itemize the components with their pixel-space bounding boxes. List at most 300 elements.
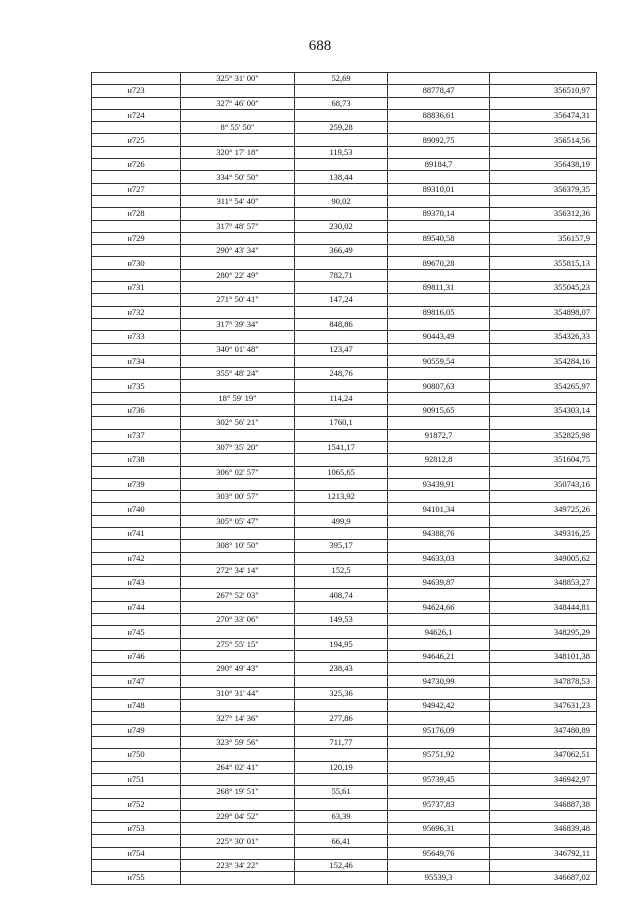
coordinate-x: 94626,1 xyxy=(388,626,490,638)
segment-length: 248,76 xyxy=(295,368,388,380)
empty-cell xyxy=(388,564,490,576)
empty-cell xyxy=(490,687,597,699)
coordinate-x: 89811,31 xyxy=(388,282,490,294)
coordinate-y: 354265,97 xyxy=(490,380,597,392)
point-row xyxy=(92,798,597,810)
empty-cell xyxy=(295,282,388,294)
point-row xyxy=(92,700,597,712)
point-row xyxy=(92,183,597,195)
empty-cell xyxy=(388,786,490,798)
coordinate-y: 348444,81 xyxy=(490,601,597,613)
empty-cell xyxy=(388,687,490,699)
empty-cell xyxy=(388,269,490,281)
empty-cell xyxy=(92,638,181,650)
empty-cell xyxy=(490,810,597,822)
empty-cell xyxy=(490,269,597,281)
direction-angle: 327° 46' 00" xyxy=(181,97,295,109)
empty-cell xyxy=(181,650,295,662)
coordinate-y: 356438,19 xyxy=(490,159,597,171)
empty-cell xyxy=(181,282,295,294)
empty-cell xyxy=(181,232,295,244)
direction-angle: 327° 14' 36" xyxy=(181,712,295,724)
empty-cell xyxy=(490,835,597,847)
empty-cell xyxy=(295,85,388,97)
empty-cell xyxy=(490,318,597,330)
segment-row xyxy=(92,638,597,650)
coordinate-x: 94101,34 xyxy=(388,503,490,515)
segment-length: 782,71 xyxy=(295,269,388,281)
empty-cell xyxy=(490,712,597,724)
coordinate-y: 356514,56 xyxy=(490,134,597,146)
direction-angle: 355° 48' 24" xyxy=(181,368,295,380)
empty-cell xyxy=(295,823,388,835)
point-name: н737 xyxy=(92,429,181,441)
segment-row xyxy=(92,171,597,183)
direction-angle: 280° 22' 49" xyxy=(181,269,295,281)
point-name: н755 xyxy=(92,872,181,884)
empty-cell xyxy=(490,146,597,158)
empty-cell xyxy=(388,540,490,552)
point-row xyxy=(92,527,597,539)
point-row xyxy=(92,429,597,441)
empty-cell xyxy=(181,749,295,761)
empty-cell xyxy=(92,835,181,847)
empty-cell xyxy=(388,245,490,257)
segment-length: 408,74 xyxy=(295,589,388,601)
segment-row xyxy=(92,269,597,281)
empty-cell xyxy=(388,318,490,330)
segment-length: 1065,65 xyxy=(295,466,388,478)
empty-cell xyxy=(181,208,295,220)
direction-angle: 272° 34' 14" xyxy=(181,564,295,576)
empty-cell xyxy=(490,392,597,404)
segment-row xyxy=(92,663,597,675)
empty-cell xyxy=(295,675,388,687)
coordinate-y: 346687,02 xyxy=(490,872,597,884)
coordinate-x: 95751,92 xyxy=(388,749,490,761)
empty-cell xyxy=(295,355,388,367)
segment-length: 1213,92 xyxy=(295,491,388,503)
empty-cell xyxy=(490,761,597,773)
point-name: н729 xyxy=(92,232,181,244)
empty-cell xyxy=(92,73,181,85)
coordinate-x: 90915,65 xyxy=(388,405,490,417)
point-name: н745 xyxy=(92,626,181,638)
empty-cell xyxy=(181,823,295,835)
coordinate-y: 346942,97 xyxy=(490,773,597,785)
empty-cell xyxy=(181,773,295,785)
direction-angle: 325° 31' 00" xyxy=(181,73,295,85)
segment-length: 152,46 xyxy=(295,860,388,872)
empty-cell xyxy=(388,515,490,527)
coordinate-y: 355815,13 xyxy=(490,257,597,269)
coordinate-y: 348853,27 xyxy=(490,577,597,589)
empty-cell xyxy=(295,700,388,712)
direction-angle: 308° 10' 50" xyxy=(181,540,295,552)
point-name: н736 xyxy=(92,405,181,417)
empty-cell xyxy=(388,195,490,207)
empty-cell xyxy=(181,478,295,490)
point-row xyxy=(92,601,597,613)
empty-cell xyxy=(295,109,388,121)
empty-cell xyxy=(181,183,295,195)
coordinate-x: 90559,54 xyxy=(388,355,490,367)
segment-row xyxy=(92,687,597,699)
coordinate-x: 89370,14 xyxy=(388,208,490,220)
segment-length: 259,28 xyxy=(295,122,388,134)
direction-angle: 340° 01' 48" xyxy=(181,343,295,355)
empty-cell xyxy=(181,380,295,392)
empty-cell xyxy=(490,737,597,749)
segment-length: 63,39 xyxy=(295,810,388,822)
point-row xyxy=(92,773,597,785)
empty-cell xyxy=(295,847,388,859)
segment-row xyxy=(92,97,597,109)
point-row xyxy=(92,282,597,294)
coordinate-x: 93439,91 xyxy=(388,478,490,490)
segment-row xyxy=(92,515,597,527)
empty-cell xyxy=(490,589,597,601)
direction-angle: 334° 50' 50" xyxy=(181,171,295,183)
direction-angle: 223° 34' 22" xyxy=(181,860,295,872)
point-row xyxy=(92,552,597,564)
segment-row xyxy=(92,786,597,798)
coordinate-y: 352825,98 xyxy=(490,429,597,441)
point-row xyxy=(92,823,597,835)
coordinate-y: 354326,33 xyxy=(490,331,597,343)
empty-cell xyxy=(181,626,295,638)
empty-cell xyxy=(92,466,181,478)
direction-angle: 290° 49' 43" xyxy=(181,663,295,675)
point-name: н733 xyxy=(92,331,181,343)
coordinate-x: 88836,61 xyxy=(388,109,490,121)
empty-cell xyxy=(388,638,490,650)
empty-cell xyxy=(92,589,181,601)
empty-cell xyxy=(92,491,181,503)
segment-row xyxy=(92,368,597,380)
empty-cell xyxy=(92,712,181,724)
direction-angle: 271° 50' 41" xyxy=(181,294,295,306)
point-name: н735 xyxy=(92,380,181,392)
coordinate-x: 95696,31 xyxy=(388,823,490,835)
point-name: н723 xyxy=(92,85,181,97)
empty-cell xyxy=(295,454,388,466)
empty-cell xyxy=(181,454,295,466)
point-row xyxy=(92,749,597,761)
coordinate-y: 347062,51 xyxy=(490,749,597,761)
empty-cell xyxy=(92,614,181,626)
empty-cell xyxy=(92,860,181,872)
coordinate-x: 94646,21 xyxy=(388,650,490,662)
point-row xyxy=(92,675,597,687)
point-row xyxy=(92,85,597,97)
segment-row xyxy=(92,761,597,773)
coordinate-x: 90807,63 xyxy=(388,380,490,392)
coordinate-y: 354303,14 xyxy=(490,405,597,417)
point-row xyxy=(92,478,597,490)
empty-cell xyxy=(295,405,388,417)
empty-cell xyxy=(181,405,295,417)
direction-angle: 8° 55' 50" xyxy=(181,122,295,134)
empty-cell xyxy=(388,663,490,675)
direction-angle: 270° 33' 06" xyxy=(181,614,295,626)
point-row xyxy=(92,577,597,589)
segment-row xyxy=(92,220,597,232)
empty-cell xyxy=(295,601,388,613)
segment-row xyxy=(92,343,597,355)
empty-cell xyxy=(295,159,388,171)
point-name: н730 xyxy=(92,257,181,269)
segment-row xyxy=(92,810,597,822)
empty-cell xyxy=(295,650,388,662)
coordinate-y: 351604,75 xyxy=(490,454,597,466)
empty-cell xyxy=(490,466,597,478)
coordinate-x: 94730,99 xyxy=(388,675,490,687)
coordinate-x: 95649,76 xyxy=(388,847,490,859)
empty-cell xyxy=(92,171,181,183)
empty-cell xyxy=(490,786,597,798)
point-name: н754 xyxy=(92,847,181,859)
segment-row xyxy=(92,441,597,453)
empty-cell xyxy=(490,663,597,675)
empty-cell xyxy=(295,577,388,589)
empty-cell xyxy=(181,552,295,564)
segment-row xyxy=(92,318,597,330)
segment-row xyxy=(92,195,597,207)
segment-length: 848,86 xyxy=(295,318,388,330)
empty-cell xyxy=(92,540,181,552)
empty-cell xyxy=(295,503,388,515)
point-name: н727 xyxy=(92,183,181,195)
point-name: н731 xyxy=(92,282,181,294)
coordinate-x: 94633,03 xyxy=(388,552,490,564)
segment-row xyxy=(92,737,597,749)
empty-cell xyxy=(181,700,295,712)
segment-row xyxy=(92,392,597,404)
empty-cell xyxy=(295,626,388,638)
empty-cell xyxy=(295,798,388,810)
segment-length: 194,95 xyxy=(295,638,388,650)
point-row xyxy=(92,405,597,417)
point-name: н740 xyxy=(92,503,181,515)
coordinate-x: 91872,7 xyxy=(388,429,490,441)
empty-cell xyxy=(181,847,295,859)
empty-cell xyxy=(490,195,597,207)
empty-cell xyxy=(490,294,597,306)
direction-angle: 267° 52' 03" xyxy=(181,589,295,601)
empty-cell xyxy=(388,146,490,158)
direction-angle: 306° 02' 57" xyxy=(181,466,295,478)
empty-cell xyxy=(490,638,597,650)
coordinate-x: 94639,87 xyxy=(388,577,490,589)
empty-cell xyxy=(388,712,490,724)
segment-row xyxy=(92,564,597,576)
empty-cell xyxy=(388,122,490,134)
segment-length: 55,61 xyxy=(295,786,388,798)
point-row xyxy=(92,306,597,318)
segment-length: 68,73 xyxy=(295,97,388,109)
empty-cell xyxy=(181,109,295,121)
coordinate-y: 347480,89 xyxy=(490,724,597,736)
empty-cell xyxy=(92,392,181,404)
segment-length: 230,02 xyxy=(295,220,388,232)
empty-cell xyxy=(92,146,181,158)
empty-cell xyxy=(181,675,295,687)
coordinate-x: 89540,58 xyxy=(388,232,490,244)
empty-cell xyxy=(490,73,597,85)
point-name: н752 xyxy=(92,798,181,810)
point-name: н749 xyxy=(92,724,181,736)
coordinate-x: 89184,7 xyxy=(388,159,490,171)
coordinate-y: 348101,38 xyxy=(490,650,597,662)
empty-cell xyxy=(490,97,597,109)
point-row xyxy=(92,380,597,392)
coordinate-y: 356379,35 xyxy=(490,183,597,195)
point-name: н734 xyxy=(92,355,181,367)
empty-cell xyxy=(92,564,181,576)
empty-cell xyxy=(388,171,490,183)
empty-cell xyxy=(388,810,490,822)
empty-cell xyxy=(388,368,490,380)
direction-angle: 268° 19' 51" xyxy=(181,786,295,798)
coordinate-x: 92812,8 xyxy=(388,454,490,466)
point-name: н738 xyxy=(92,454,181,466)
empty-cell xyxy=(388,343,490,355)
empty-cell xyxy=(388,97,490,109)
coordinate-y: 356510,97 xyxy=(490,85,597,97)
coordinate-y: 356157,9 xyxy=(490,232,597,244)
segment-row xyxy=(92,146,597,158)
direction-angle: 323° 59' 56" xyxy=(181,737,295,749)
empty-cell xyxy=(181,355,295,367)
segment-row xyxy=(92,466,597,478)
point-row xyxy=(92,331,597,343)
empty-cell xyxy=(388,392,490,404)
empty-cell xyxy=(490,515,597,527)
point-name: н751 xyxy=(92,773,181,785)
point-row xyxy=(92,847,597,859)
segment-length: 66,41 xyxy=(295,835,388,847)
point-name: н746 xyxy=(92,650,181,662)
segment-length: 120,19 xyxy=(295,761,388,773)
direction-angle: 320° 17' 18" xyxy=(181,146,295,158)
segment-length: 149,53 xyxy=(295,614,388,626)
empty-cell xyxy=(295,232,388,244)
empty-cell xyxy=(388,614,490,626)
point-name: н753 xyxy=(92,823,181,835)
segment-length: 395,17 xyxy=(295,540,388,552)
point-name: н724 xyxy=(92,109,181,121)
segment-length: 90,02 xyxy=(295,195,388,207)
segment-row xyxy=(92,712,597,724)
coordinate-y: 346887,38 xyxy=(490,798,597,810)
empty-cell xyxy=(490,417,597,429)
point-row xyxy=(92,454,597,466)
point-name: н744 xyxy=(92,601,181,613)
point-row xyxy=(92,159,597,171)
coordinate-x: 89670,28 xyxy=(388,257,490,269)
empty-cell xyxy=(92,195,181,207)
direction-angle: 307° 35' 20" xyxy=(181,441,295,453)
empty-cell xyxy=(92,343,181,355)
empty-cell xyxy=(181,134,295,146)
segment-length: 1541,17 xyxy=(295,441,388,453)
empty-cell xyxy=(181,724,295,736)
segment-length: 147,24 xyxy=(295,294,388,306)
segment-length: 238,43 xyxy=(295,663,388,675)
empty-cell xyxy=(490,491,597,503)
point-name: н725 xyxy=(92,134,181,146)
segment-row xyxy=(92,614,597,626)
empty-cell xyxy=(295,724,388,736)
empty-cell xyxy=(92,663,181,675)
direction-angle: 317° 39' 34" xyxy=(181,318,295,330)
direction-angle: 229° 04' 52" xyxy=(181,810,295,822)
empty-cell xyxy=(388,737,490,749)
direction-angle: 317° 48' 57" xyxy=(181,220,295,232)
empty-cell xyxy=(181,257,295,269)
point-row xyxy=(92,503,597,515)
coordinate-x: 95739,45 xyxy=(388,773,490,785)
empty-cell xyxy=(490,614,597,626)
segment-row xyxy=(92,835,597,847)
empty-cell xyxy=(181,872,295,884)
empty-cell xyxy=(490,220,597,232)
empty-cell xyxy=(92,515,181,527)
empty-cell xyxy=(92,810,181,822)
empty-cell xyxy=(92,737,181,749)
empty-cell xyxy=(388,860,490,872)
empty-cell xyxy=(295,527,388,539)
segment-length: 1760,1 xyxy=(295,417,388,429)
empty-cell xyxy=(181,798,295,810)
empty-cell xyxy=(181,331,295,343)
coordinate-x: 94388,76 xyxy=(388,527,490,539)
coordinate-y: 354284,16 xyxy=(490,355,597,367)
segment-row xyxy=(92,860,597,872)
point-name: н742 xyxy=(92,552,181,564)
coordinate-x: 95737,83 xyxy=(388,798,490,810)
empty-cell xyxy=(295,872,388,884)
segment-length: 123,47 xyxy=(295,343,388,355)
coordinate-x: 95176,09 xyxy=(388,724,490,736)
coordinate-y: 356312,36 xyxy=(490,208,597,220)
point-name: н743 xyxy=(92,577,181,589)
empty-cell xyxy=(92,687,181,699)
segment-length: 114,24 xyxy=(295,392,388,404)
coordinate-y: 346839,48 xyxy=(490,823,597,835)
empty-cell xyxy=(92,294,181,306)
coordinate-x: 95539,3 xyxy=(388,872,490,884)
empty-cell xyxy=(388,835,490,847)
empty-cell xyxy=(490,368,597,380)
segment-length: 52,69 xyxy=(295,73,388,85)
direction-angle: 225° 30' 01" xyxy=(181,835,295,847)
empty-cell xyxy=(388,73,490,85)
empty-cell xyxy=(92,368,181,380)
coordinate-x: 94624,66 xyxy=(388,601,490,613)
empty-cell xyxy=(295,552,388,564)
point-row xyxy=(92,724,597,736)
direction-angle: 303° 00' 57" xyxy=(181,491,295,503)
empty-cell xyxy=(490,564,597,576)
empty-cell xyxy=(490,441,597,453)
direction-angle: 302° 56' 21" xyxy=(181,417,295,429)
point-row xyxy=(92,208,597,220)
segment-length: 119,53 xyxy=(295,146,388,158)
point-row xyxy=(92,872,597,884)
coordinate-y: 355045,23 xyxy=(490,282,597,294)
